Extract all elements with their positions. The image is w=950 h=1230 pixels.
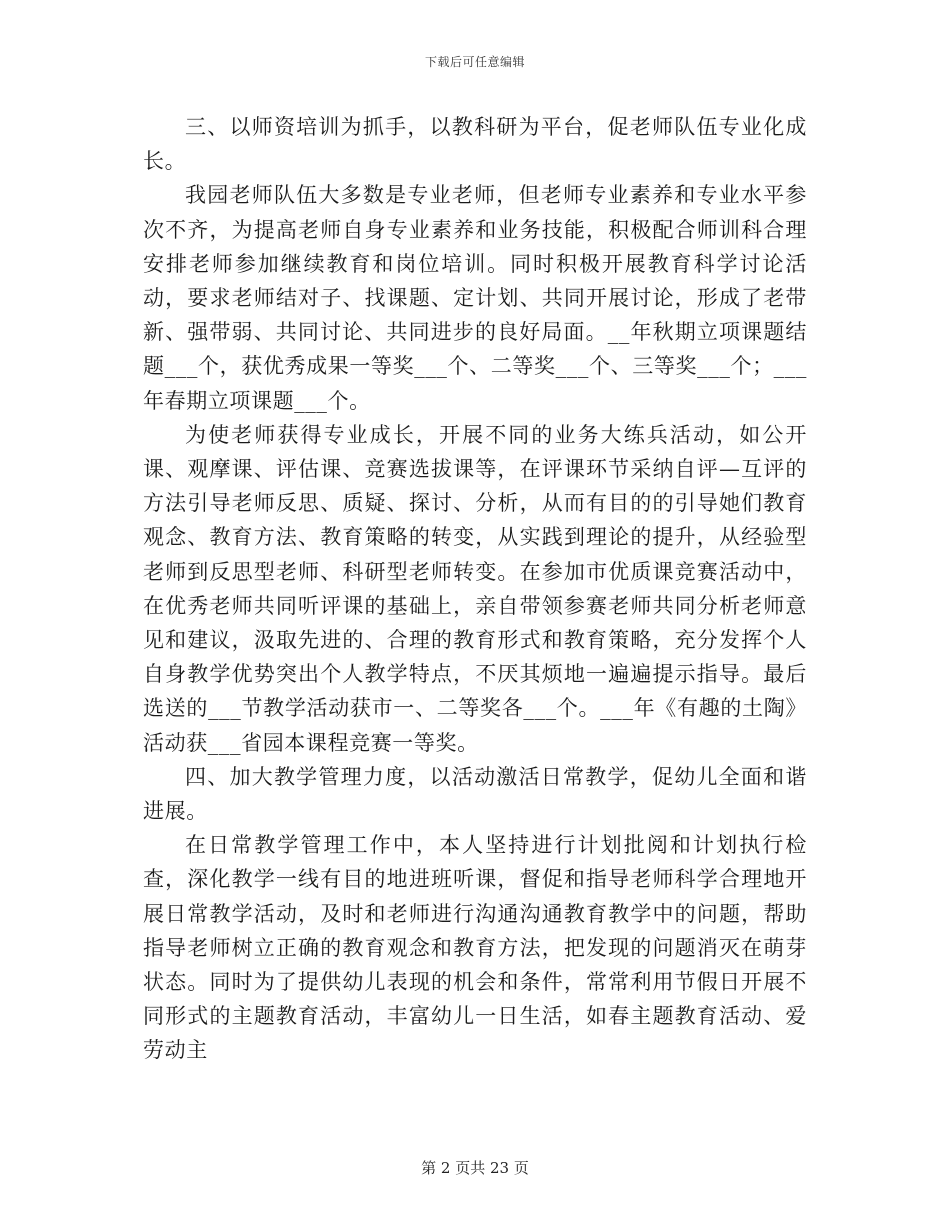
page-header: 下载后可任意编辑: [424, 55, 525, 69]
section-heading-3: 三、以师资培训为抓手，以教科研为平台，促老师队伍专业化成长。: [143, 115, 807, 174]
section-heading-4: 四、加大教学管理力度，以活动激活日常教学，促幼儿全面和谐进展。: [143, 764, 807, 824]
body-paragraph: 我园老师队伍大多数是专业老师，但老师专业素养和专业水平参次不齐，为提高老师自身专业素养和业务技能，积极配合师训科合理安排老师参加继续教育和岗位培训。同时积极开展教育科学讨论活动，要求老师结对子、找课题、定计划、共同开展讨论，形成了老带新、强带弱、共同讨论、共同进步的良好局面。__年秋期立项课题结题___个，获优秀成果一等奖___个、二等奖___个、三等奖___个；___年春期立项课题___个。: [143, 183, 807, 413]
body-paragraph: 在日常教学管理工作中，本人坚持进行计划批阅和计划执行检查，深化教学一线有目的地进班听课，督促和指导老师科学合理地开展日常教学活动，及时和老师进行沟通沟通教育教学中的问题，帮助指导老师树立正确的教育观念和教育方法，把发现的问题消灭在萌芽状态。同时为了提供幼儿表现的机会和条件，常常利用节假日开展不同形式的主题教育活动，丰富幼儿一日生活，如春主题教育活动、爱劳动主: [143, 833, 807, 1063]
body-paragraph: 为使老师获得专业成长，开展不同的业务大练兵活动，如公开课、观摩课、评估课、竞赛选拔课等，在评课环节采纳自评—互评的方法引导老师反思、质疑、探讨、分析，从而有目的的引导她们教育观念、教育方法、教育策略的转变，从实践到理论的提升，从经验型老师到反思型老师、科研型老师转变。在参加市优质课竞赛活动中，在优秀老师共同听评课的基础上，亲自带领参赛老师共同分析老师意见和建议，汲取先进的、合理的教育形式和教育策略，充分发挥个人自身教学优势突出个人教学特点，不厌其烦地一遍遍提示指导。最后选送的___节教学活动获市一、二等奖各___个。___年《有趣的土陶》活动获___省园本课程竞赛一等奖。: [143, 422, 807, 755]
page-number-footer: 第 2 页共 23 页: [421, 1159, 529, 1177]
document-body: [143, 110, 807, 1068]
